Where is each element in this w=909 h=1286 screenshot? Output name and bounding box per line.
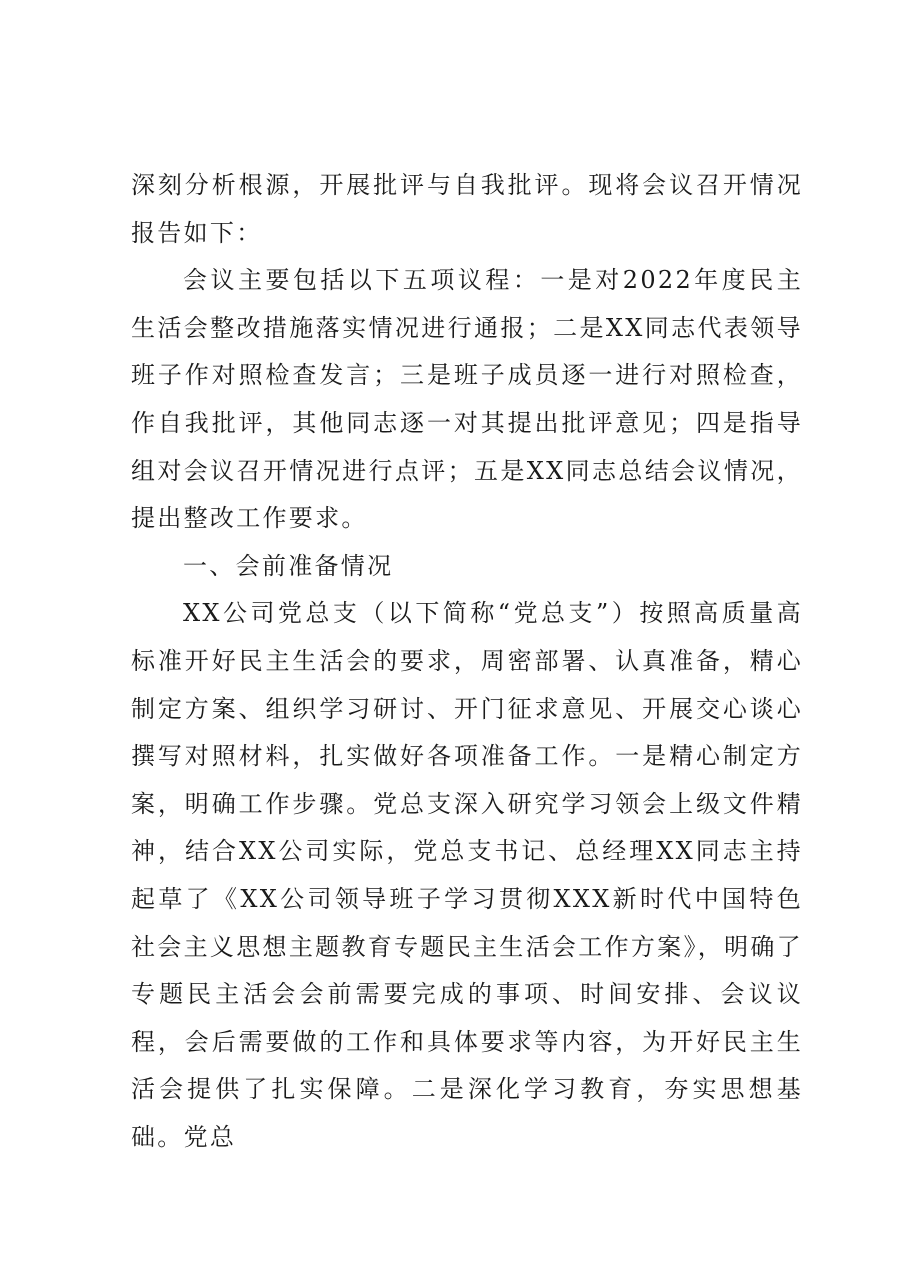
paragraph-meeting-agenda: 会议主要包括以下五项议程：一是对2022年度民主生活会整改措施落实情况进行通报；二是XX同志代表领导班子作对照检查发言；三是班子成员逐一进行对照检查，作自我批评，其他同志逐一对其提出批评意见；四是指导组对会议召开情况进行点评；五是XX同志总结会议情况，提出整改工作要求。 xyxy=(131,266,803,533)
document-body xyxy=(131,162,803,1161)
paragraph-preparation-details: XX公司党总支（以下简称“党总支”）按照高质量高标准开好民主生活会的要求，周密部署、认真准备，精心制定方案、组织学习研讨、开门征求意见、开展交心谈心撰写对照材料，扎实做好各项准备工作。一是精心制定方案，明确工作步骤。党总支深入研究学习领会上级文件精神，结合XX公司实际，党总支书记、总经理XX同志主持起草了《XX公司领导班子学习贯彻XXX新时代中国特色社会主义思想主题教育专题民主生活会工作方案》，明确了专题民主活会会前需要完成的事项、时间安排、会议议程，会后需要做的工作和具体要求等内容，为开好民主生活会提供了扎实保障。二是深化学习教育，夯实思想基础。党总 xyxy=(131,599,803,1151)
paragraph-report-intro: 深刻分析根源，开展批评与自我批评。现将会议召开情况报告如下： xyxy=(131,171,803,247)
section-heading-preparation: 一、会前准备情况 xyxy=(183,551,394,580)
